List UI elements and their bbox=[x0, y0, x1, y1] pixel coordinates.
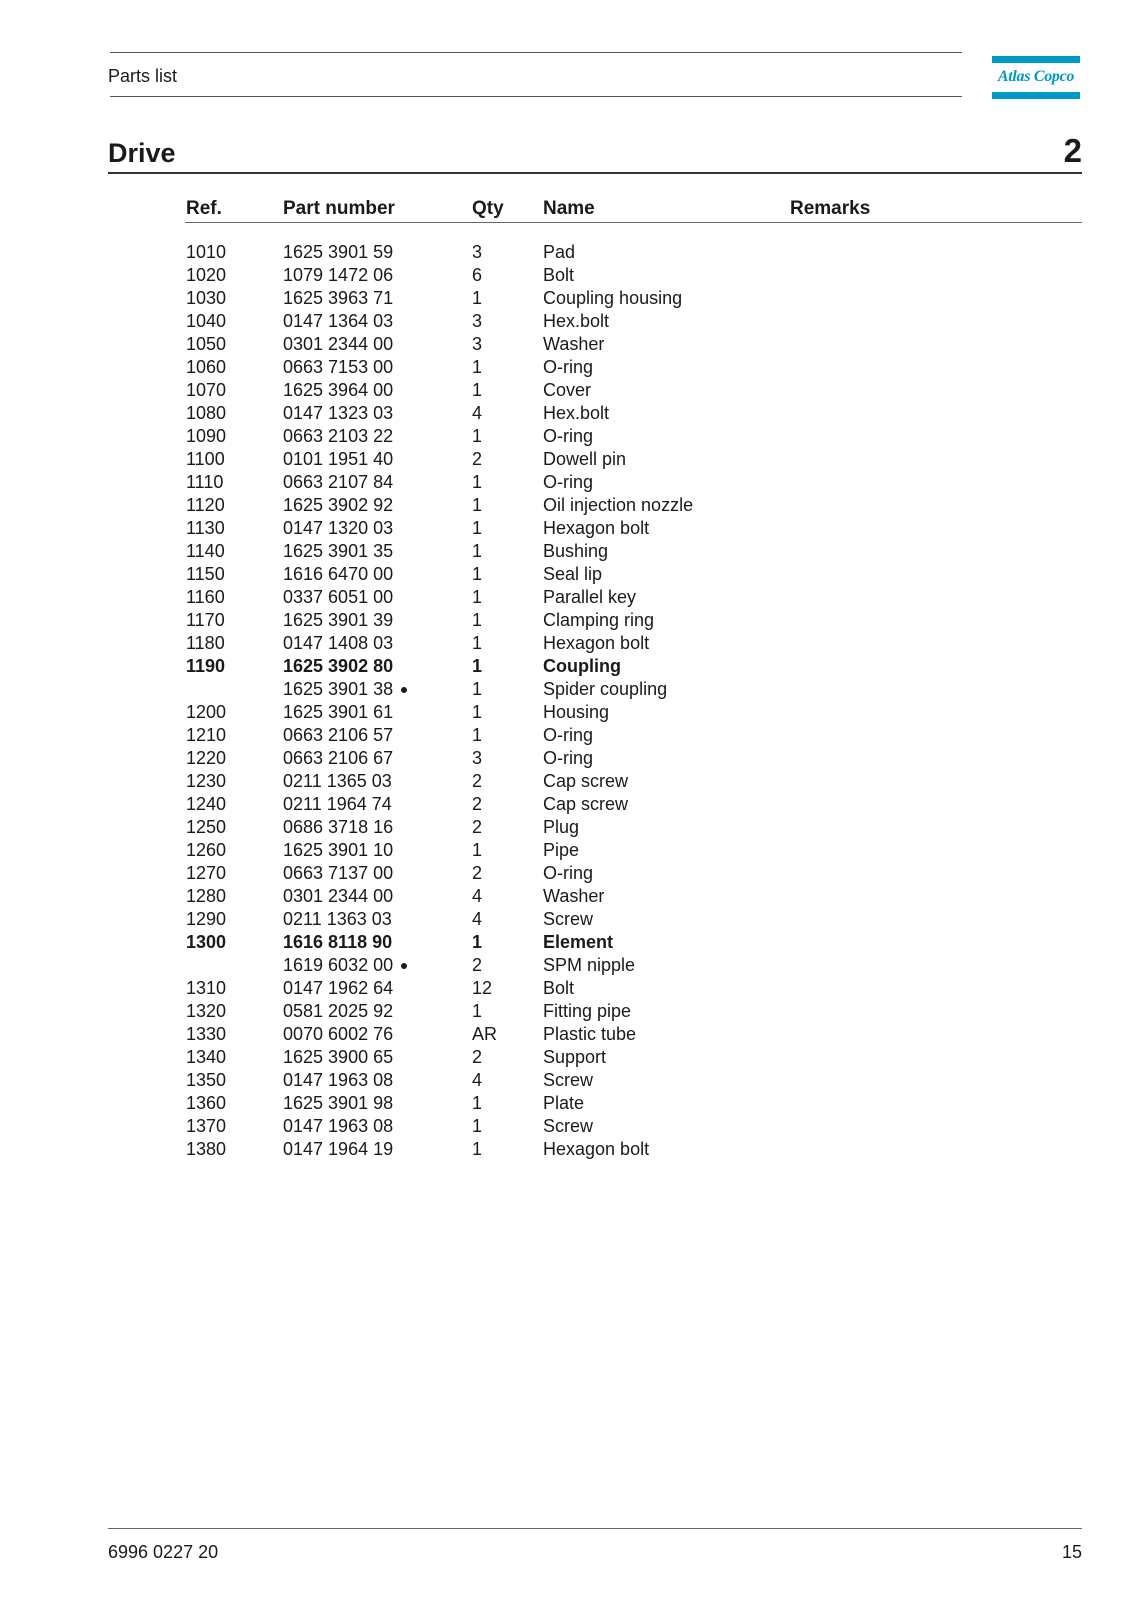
table-row bbox=[0, 586, 1130, 609]
row-qty: 1 bbox=[472, 725, 483, 745]
row-ref: 1030 bbox=[186, 288, 227, 308]
row-part-number: 0663 7153 00 bbox=[283, 357, 394, 377]
row-part-number: 1625 3963 71 bbox=[283, 288, 394, 308]
row-part-number: 0581 2025 92 bbox=[283, 1001, 394, 1021]
row-ref: 1050 bbox=[186, 334, 227, 354]
row-part-number: 1625 3901 38 bbox=[283, 678, 407, 701]
row-qty: 2 bbox=[472, 817, 483, 837]
table-row bbox=[0, 356, 1130, 379]
table-row bbox=[0, 517, 1130, 540]
row-name: Cap screw bbox=[543, 771, 629, 791]
row-part-number: 0663 2103 22 bbox=[283, 426, 394, 446]
row-ref: 1150 bbox=[186, 564, 225, 584]
logo-wordmark: Atlas Copco bbox=[997, 68, 1075, 85]
row-qty: 1 bbox=[472, 288, 483, 308]
row-qty: 3 bbox=[472, 311, 483, 331]
logo-bottom-bar bbox=[992, 92, 1080, 99]
row-qty: 3 bbox=[472, 748, 483, 768]
row-ref: 1350 bbox=[186, 1070, 227, 1090]
row-part-number: 0101 1951 40 bbox=[283, 449, 394, 469]
row-name: Washer bbox=[543, 334, 605, 354]
row-name: Screw bbox=[543, 1070, 594, 1090]
parts-table bbox=[0, 241, 1130, 1161]
row-name: Spider coupling bbox=[543, 679, 668, 699]
row-ref: 1260 bbox=[186, 840, 227, 860]
row-ref: 1120 bbox=[186, 495, 225, 515]
row-name: O-ring bbox=[543, 748, 594, 768]
row-ref: 1130 bbox=[186, 518, 225, 538]
row-qty: 1 bbox=[472, 656, 483, 676]
row-part-number: 1616 8118 90 bbox=[283, 932, 393, 952]
row-ref: 1070 bbox=[186, 380, 227, 400]
row-qty: 1 bbox=[472, 380, 483, 400]
row-ref: 1280 bbox=[186, 886, 227, 906]
table-row bbox=[0, 1046, 1130, 1069]
row-part-number: 0147 1963 08 bbox=[283, 1116, 394, 1136]
row-name: Coupling housing bbox=[543, 288, 683, 308]
row-ref: 1330 bbox=[186, 1024, 227, 1044]
table-row bbox=[0, 701, 1130, 724]
row-qty: 1 bbox=[472, 1139, 483, 1159]
row-qty: 1 bbox=[472, 840, 483, 860]
row-name: Plate bbox=[543, 1093, 585, 1113]
row-ref: 1210 bbox=[186, 725, 227, 745]
row-qty: 1 bbox=[472, 1116, 483, 1136]
row-name: Element bbox=[543, 932, 614, 952]
row-name: Washer bbox=[543, 886, 605, 906]
row-qty: 1 bbox=[472, 357, 483, 377]
table-row bbox=[0, 333, 1130, 356]
row-ref: 1060 bbox=[186, 357, 227, 377]
row-part-number: 0337 6051 00 bbox=[283, 587, 394, 607]
table-row bbox=[0, 1000, 1130, 1023]
column-header-part-number: Part number bbox=[283, 198, 395, 219]
row-qty: 2 bbox=[472, 955, 483, 975]
row-part-number: 1625 3901 35 bbox=[283, 541, 394, 561]
row-name: Support bbox=[543, 1047, 607, 1067]
table-row bbox=[0, 655, 1130, 678]
table-row bbox=[0, 609, 1130, 632]
row-part-number: 0147 1962 64 bbox=[283, 978, 394, 998]
table-row bbox=[0, 471, 1130, 494]
row-qty: 1 bbox=[472, 679, 483, 699]
row-name: O-ring bbox=[543, 472, 594, 492]
row-qty: 1 bbox=[472, 518, 483, 538]
row-part-number: 0663 7137 00 bbox=[283, 863, 394, 883]
row-part-number: 0070 6002 76 bbox=[283, 1024, 394, 1044]
table-row bbox=[0, 632, 1130, 655]
row-part-number: 1625 3964 00 bbox=[283, 380, 394, 400]
row-qty: 3 bbox=[472, 334, 483, 354]
row-qty: 6 bbox=[472, 265, 483, 285]
row-part-number: 0147 1364 03 bbox=[283, 311, 394, 331]
row-name: Seal lip bbox=[543, 564, 603, 584]
logo-top-bar bbox=[992, 56, 1080, 63]
row-name: Hexagon bolt bbox=[543, 518, 650, 538]
header-top-rule bbox=[110, 52, 962, 53]
row-name: Plug bbox=[543, 817, 580, 837]
row-part-number: 0211 1365 03 bbox=[283, 771, 392, 791]
row-name: Hexagon bolt bbox=[543, 1139, 650, 1159]
row-part-number: 1625 3900 65 bbox=[283, 1047, 394, 1067]
row-qty: 1 bbox=[472, 541, 483, 561]
table-row bbox=[0, 1023, 1130, 1046]
row-part-number: 1616 6470 00 bbox=[283, 564, 394, 584]
row-part-number: 0147 1320 03 bbox=[283, 518, 394, 538]
row-name: Housing bbox=[543, 702, 610, 722]
table-row bbox=[0, 1138, 1130, 1161]
table-row bbox=[0, 724, 1130, 747]
row-qty: 4 bbox=[472, 886, 483, 906]
row-qty: 12 bbox=[472, 978, 493, 998]
table-row bbox=[0, 839, 1130, 862]
table-row bbox=[0, 563, 1130, 586]
table-row bbox=[0, 747, 1130, 770]
row-qty: 1 bbox=[472, 1001, 483, 1021]
row-name: Clamping ring bbox=[543, 610, 655, 630]
row-part-number: 1625 3902 80 bbox=[283, 656, 394, 676]
row-name: Parallel key bbox=[543, 587, 637, 607]
row-part-number: 0663 2106 57 bbox=[283, 725, 394, 745]
row-ref: 1230 bbox=[186, 771, 227, 791]
row-qty: 1 bbox=[472, 472, 483, 492]
table-row bbox=[0, 494, 1130, 517]
row-ref: 1170 bbox=[186, 610, 225, 630]
row-ref: 1010 bbox=[186, 242, 227, 262]
row-name: Bushing bbox=[543, 541, 609, 561]
row-name: O-ring bbox=[543, 725, 594, 745]
bullet-icon bbox=[401, 687, 407, 693]
table-row bbox=[0, 793, 1130, 816]
column-header-remarks: Remarks bbox=[790, 198, 871, 219]
header-bottom-rule bbox=[110, 96, 962, 97]
row-part-number: 1619 6032 00 bbox=[283, 954, 407, 977]
row-part-number: 0211 1363 03 bbox=[283, 909, 392, 929]
row-name: Screw bbox=[543, 909, 594, 929]
row-qty: 2 bbox=[472, 771, 483, 791]
column-header-ref: Ref. bbox=[186, 198, 222, 219]
row-ref: 1380 bbox=[186, 1139, 227, 1159]
row-part-number: 1625 3901 61 bbox=[283, 702, 394, 722]
row-qty: 3 bbox=[472, 242, 483, 262]
row-name: Pad bbox=[543, 242, 576, 262]
header-label: Parts list bbox=[108, 66, 178, 86]
row-part-number: 0147 1323 03 bbox=[283, 403, 394, 423]
row-qty: 1 bbox=[472, 633, 483, 653]
row-name: Bolt bbox=[543, 265, 575, 285]
row-ref: 1090 bbox=[186, 426, 227, 446]
row-qty: 1 bbox=[472, 564, 483, 584]
row-qty: 1 bbox=[472, 1093, 483, 1113]
table-row bbox=[0, 862, 1130, 885]
row-name: Screw bbox=[543, 1116, 594, 1136]
row-name: Oil injection nozzle bbox=[543, 495, 694, 515]
row-ref: 1250 bbox=[186, 817, 227, 837]
row-qty: 1 bbox=[472, 426, 483, 446]
row-part-number: 0147 1964 19 bbox=[283, 1139, 394, 1159]
row-ref: 1080 bbox=[186, 403, 227, 423]
table-row bbox=[0, 448, 1130, 471]
table-row bbox=[0, 264, 1130, 287]
bullet-icon bbox=[401, 963, 407, 969]
table-row bbox=[0, 425, 1130, 448]
document-number: 6996 0227 20 bbox=[108, 1542, 219, 1562]
row-qty: AR bbox=[472, 1024, 498, 1044]
row-name: Dowell pin bbox=[543, 449, 627, 469]
row-part-number: 1625 3902 92 bbox=[283, 495, 394, 515]
table-row bbox=[0, 954, 1130, 977]
row-part-number: 0301 2344 00 bbox=[283, 886, 394, 906]
row-qty: 1 bbox=[472, 932, 483, 952]
row-ref: 1190 bbox=[186, 656, 226, 676]
row-qty: 1 bbox=[472, 587, 483, 607]
row-part-number: 1625 3901 98 bbox=[283, 1093, 394, 1113]
row-ref: 1160 bbox=[186, 587, 225, 607]
table-row bbox=[0, 931, 1130, 954]
section-rule bbox=[108, 172, 1082, 174]
table-row bbox=[0, 402, 1130, 425]
row-part-number: 0211 1964 74 bbox=[283, 794, 392, 814]
row-ref: 1110 bbox=[186, 472, 224, 492]
column-header-name: Name bbox=[543, 198, 595, 219]
row-ref: 1140 bbox=[186, 541, 225, 561]
row-name: O-ring bbox=[543, 863, 594, 883]
row-ref: 1040 bbox=[186, 311, 227, 331]
brand-logo bbox=[992, 56, 1080, 99]
table-row bbox=[0, 816, 1130, 839]
row-part-number: 0301 2344 00 bbox=[283, 334, 394, 354]
row-ref: 1320 bbox=[186, 1001, 227, 1021]
row-name: Fitting pipe bbox=[543, 1001, 632, 1021]
row-ref: 1270 bbox=[186, 863, 227, 883]
row-part-number: 1625 3901 10 bbox=[283, 840, 394, 860]
row-name: O-ring bbox=[543, 357, 594, 377]
row-name: Hex.bolt bbox=[543, 403, 610, 423]
table-header-rule bbox=[185, 222, 1082, 223]
page-number: 15 bbox=[1061, 1542, 1082, 1562]
row-qty: 4 bbox=[472, 403, 483, 423]
row-ref: 1240 bbox=[186, 794, 227, 814]
row-ref: 1180 bbox=[186, 633, 225, 653]
table-row bbox=[0, 885, 1130, 908]
row-qty: 1 bbox=[472, 495, 483, 515]
row-qty: 1 bbox=[472, 610, 483, 630]
table-row bbox=[0, 310, 1130, 333]
row-qty: 1 bbox=[472, 702, 483, 722]
table-row bbox=[0, 1069, 1130, 1092]
row-ref: 1020 bbox=[186, 265, 227, 285]
table-row bbox=[0, 908, 1130, 931]
row-name: Hex.bolt bbox=[543, 311, 610, 331]
row-name: Bolt bbox=[543, 978, 575, 998]
row-name: Pipe bbox=[543, 840, 580, 860]
row-name: O-ring bbox=[543, 426, 594, 446]
table-row bbox=[0, 379, 1130, 402]
table-row bbox=[0, 287, 1130, 310]
row-qty: 2 bbox=[472, 1047, 483, 1067]
row-ref: 1100 bbox=[186, 449, 225, 469]
row-name: Plastic tube bbox=[543, 1024, 637, 1044]
table-row bbox=[0, 1115, 1130, 1138]
row-ref: 1300 bbox=[186, 932, 227, 952]
section-title: Drive bbox=[108, 138, 176, 168]
row-name: Hexagon bolt bbox=[543, 633, 650, 653]
row-qty: 4 bbox=[472, 909, 483, 929]
row-part-number: 0147 1408 03 bbox=[283, 633, 394, 653]
row-part-number: 0147 1963 08 bbox=[283, 1070, 394, 1090]
row-part-number: 0663 2107 84 bbox=[283, 472, 394, 492]
row-part-number: 1625 3901 59 bbox=[283, 242, 394, 262]
row-part-number: 1625 3901 39 bbox=[283, 610, 394, 630]
row-qty: 2 bbox=[472, 449, 483, 469]
row-name: Cover bbox=[543, 380, 592, 400]
row-qty: 2 bbox=[472, 794, 483, 814]
row-ref: 1200 bbox=[186, 702, 227, 722]
table-row bbox=[0, 770, 1130, 793]
footer-rule bbox=[108, 1528, 1082, 1529]
row-ref: 1340 bbox=[186, 1047, 227, 1067]
section-number: 2 bbox=[1063, 132, 1082, 169]
row-part-number: 0663 2106 67 bbox=[283, 748, 394, 768]
row-name: Coupling bbox=[543, 656, 621, 676]
row-part-number: 0686 3718 16 bbox=[283, 817, 394, 837]
table-row bbox=[0, 241, 1130, 264]
row-name: Cap screw bbox=[543, 794, 629, 814]
row-part-number: 1079 1472 06 bbox=[283, 265, 394, 285]
row-ref: 1290 bbox=[186, 909, 227, 929]
row-ref: 1370 bbox=[186, 1116, 227, 1136]
table-row bbox=[0, 678, 1130, 701]
row-ref: 1310 bbox=[186, 978, 227, 998]
table-row bbox=[0, 540, 1130, 563]
row-ref: 1220 bbox=[186, 748, 227, 768]
row-qty: 4 bbox=[472, 1070, 483, 1090]
row-name: SPM nipple bbox=[543, 955, 636, 975]
row-qty: 2 bbox=[472, 863, 483, 883]
column-header-qty: Qty bbox=[472, 198, 504, 219]
table-row bbox=[0, 1092, 1130, 1115]
row-ref: 1360 bbox=[186, 1093, 227, 1113]
table-row bbox=[0, 977, 1130, 1000]
